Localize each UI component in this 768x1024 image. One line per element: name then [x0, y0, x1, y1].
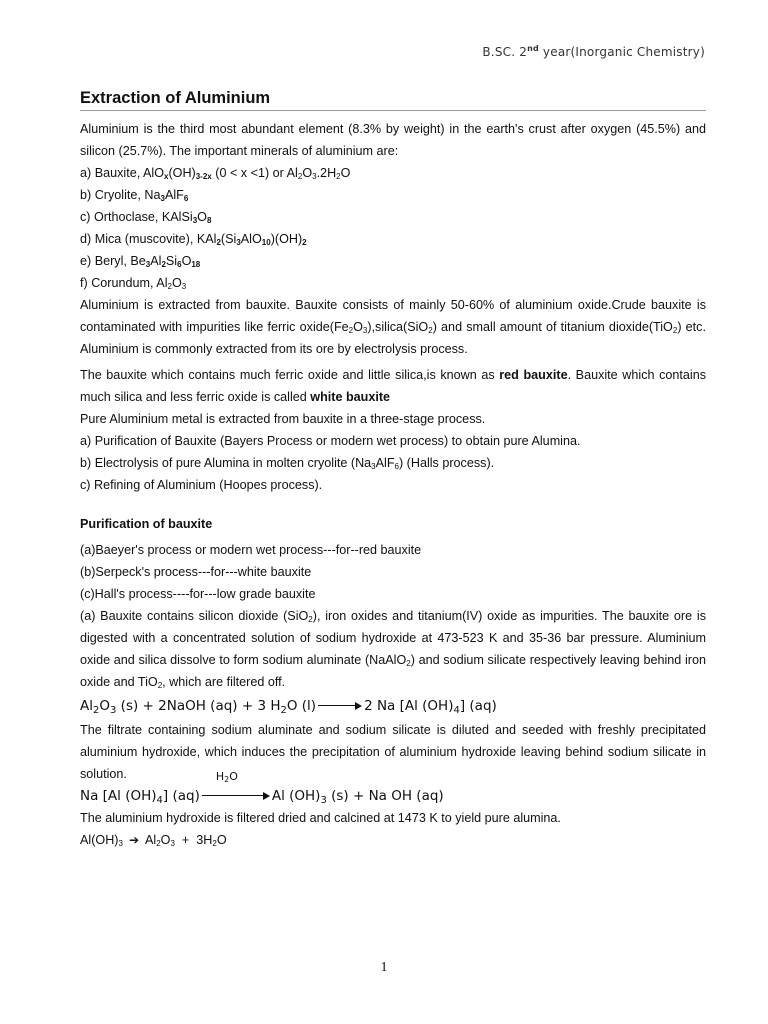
subscript: 2: [161, 260, 166, 269]
subscript: 3: [312, 172, 317, 181]
subscript: 3: [362, 326, 368, 335]
text: O: [302, 166, 313, 180]
text: .2H: [316, 166, 337, 180]
text: a) Bauxite, AlO: [80, 166, 164, 180]
subscript: x: [164, 172, 169, 181]
text: 2 Na [Al (OH): [364, 698, 454, 714]
stage-c: c) Refining of Aluminium (Hoopes process).: [80, 478, 323, 492]
equation-digestion: [80, 693, 706, 719]
subscript: 2: [428, 326, 433, 335]
text: e) Beryl, Be: [80, 254, 146, 268]
text: Al(OH): [80, 833, 119, 847]
reaction-arrow-icon: [318, 701, 362, 711]
subscript: 2: [302, 238, 307, 247]
subscript: 6: [177, 260, 182, 269]
text: b) Cryolite, Na: [80, 188, 161, 202]
subscript: 2: [336, 172, 341, 181]
subscript: 4: [453, 705, 460, 716]
text: Al: [150, 254, 162, 268]
text: ),silica(SiO: [367, 320, 429, 334]
text: O: [171, 276, 182, 290]
subscript: 2: [212, 839, 217, 848]
subscript: 2: [157, 681, 163, 690]
text: (s) + 2NaOH (aq) + 3 H: [116, 698, 281, 714]
intro-paragraph: Aluminium is the third most abundant element (8.3% by weight) in the earth's crust after oxygen (45.5%) and silicon (25.7%). The important minerals of aluminium are:: [80, 122, 706, 158]
stage-b: [80, 452, 706, 474]
text: O: [340, 166, 351, 180]
mineral-orthoclase: [80, 206, 706, 228]
text: ] (aq): [459, 698, 497, 714]
stages-intro: Pure Aluminium metal is extracted from bauxite in a three-stage process.: [80, 412, 486, 426]
subscript: 2: [156, 839, 161, 848]
section-heading: [80, 513, 706, 535]
text: b) Electrolysis of pure Alumina in molten cryolite (Na: [80, 456, 372, 470]
mineral-corundum: [80, 272, 706, 294]
subscript: 3: [145, 260, 151, 269]
mineral-bauxite: [80, 162, 706, 184]
reaction-arrow-with-label: [200, 770, 272, 807]
subscript: 3: [320, 795, 327, 806]
bauxite-paragraph: [80, 294, 706, 360]
text: Al: [145, 833, 157, 847]
subscript: 6: [394, 462, 399, 471]
subscript: 2: [216, 238, 221, 247]
section-heading-text: Purification of bauxite: [80, 517, 213, 531]
text: Na [Al (OH): [80, 788, 157, 804]
text: The bauxite which contains much ferric oxide and little silica,is known as: [80, 368, 500, 382]
text: O: [160, 833, 171, 847]
subscript: 6: [183, 194, 189, 203]
text: (a) Bauxite contains silicon dioxide (SiO: [80, 609, 309, 623]
text: + 3H: [174, 833, 213, 847]
text: Si: [165, 254, 178, 268]
mineral-cryolite: [80, 184, 706, 206]
text: ) and small amount of titanium dioxide(TiO: [432, 320, 673, 334]
text: H: [215, 770, 225, 783]
subscript: 3: [371, 462, 376, 471]
calcination-paragraph: The aluminium hydroxide is filtered dried and calcined at 1473 K to yield pure alumina.: [80, 811, 561, 825]
subscript: 2: [224, 775, 230, 784]
equation-precipitation: [80, 770, 706, 807]
subscript: 2: [308, 615, 313, 624]
heavy-arrow-icon: ➔: [128, 833, 139, 847]
subscript: 2: [672, 326, 678, 335]
spacer: [80, 496, 706, 513]
process-line-a: (a)Baeyer's process or modern wet process---for--red bauxite: [80, 543, 422, 557]
header-superscript: nd: [527, 44, 539, 53]
subscript: 3: [170, 839, 175, 848]
subscript: 3: [192, 216, 198, 225]
subscript: 2: [167, 282, 172, 291]
mineral-mica: [80, 228, 706, 250]
subscript: 2: [297, 172, 303, 181]
text: O: [229, 770, 238, 783]
text: O: [216, 833, 227, 847]
subscript: 3: [118, 839, 123, 848]
text: ) and sodium silicate respectively leaving behind iron oxide and TiO: [80, 653, 706, 689]
bauxite-types-paragraph: [80, 364, 706, 408]
text: ) (Halls process).: [398, 456, 495, 470]
subscript: 2: [93, 705, 100, 716]
text: (0 < x <1) or Al: [211, 166, 298, 180]
text: Al (OH): [271, 788, 321, 804]
text: O: [181, 254, 192, 268]
page-number: 1: [380, 960, 388, 975]
subscript: 2: [348, 326, 354, 335]
document-body: [80, 118, 706, 851]
text: f) Corundum, Al: [80, 276, 168, 290]
text: ) etc. Aluminium is commonly extracted from its ore by electrolysis process.: [80, 320, 706, 356]
text: (OH): [168, 166, 196, 180]
text: ] (aq): [162, 788, 200, 804]
digestion-paragraph: [80, 605, 706, 693]
precipitation-paragraph: The filtrate containing sodium aluminate and sodium silicate is diluted and seeded with freshly precipitated aluminium hydroxide, which induces the precipitation of aluminium hydroxide leaving behind sodium silicate in solution.: [80, 723, 706, 781]
text: )(OH): [270, 232, 303, 246]
text: Al: [80, 698, 93, 714]
red-bauxite-term: red bauxite: [499, 368, 568, 382]
subscript: 2: [280, 705, 287, 716]
running-header: [482, 44, 705, 59]
text: . Bauxite which contains much silica and less ferric oxide is called: [80, 368, 707, 404]
header-suffix: year(Inorganic Chemistry): [538, 45, 705, 59]
text: d) Mica (muscovite), KAl: [80, 232, 217, 246]
text: AlF: [164, 188, 184, 202]
text: O: [99, 698, 111, 714]
subscript: 2: [406, 659, 411, 668]
subscript: 3: [110, 705, 117, 716]
white-bauxite-term: white bauxite: [310, 390, 391, 404]
subscript: 18: [191, 260, 201, 269]
text: ), iron oxides and titanium(IV) oxide as impurities. The bauxite ore is digested with a concentrated solution of sodium hydroxide at 473-523 K and 35-36 bar pressure. Aluminium oxide and silica dissolve to form sodium aluminate (NaAlO: [80, 609, 706, 667]
text: AlF: [375, 456, 395, 470]
subscript: 10: [261, 238, 271, 247]
text: O (l): [286, 698, 317, 714]
stage-a: a) Purification of Bauxite (Bayers Process or modern wet process) to obtain pure Alumina.: [80, 434, 581, 448]
equation-calcination: [80, 829, 706, 851]
subscript: 3: [181, 282, 187, 291]
text: O: [353, 320, 363, 334]
text: (Si: [220, 232, 237, 246]
process-line-b: (b)Serpeck's process---for---white bauxite: [80, 565, 312, 579]
mineral-beryl: [80, 250, 706, 272]
subscript: 3: [236, 238, 241, 247]
text: (s) + Na OH (aq): [326, 788, 444, 804]
subscript: 4: [156, 795, 163, 806]
reaction-arrow-icon: [202, 791, 270, 801]
subscript: 8: [206, 216, 212, 225]
header-prefix: B.SC. 2: [482, 45, 528, 59]
text: c) Orthoclase, KAlSi: [80, 210, 193, 224]
page-title: Extraction of Aluminium: [80, 89, 706, 111]
subscript: 3: [160, 194, 165, 203]
process-line-c: (c)Hall's process----for---low grade bauxite: [80, 587, 316, 601]
text: O: [197, 210, 207, 224]
text: , which are filtered off.: [162, 675, 286, 689]
text: Aluminium is extracted from bauxite. Bauxite consists of mainly 50-60% of aluminium oxide.Crude bauxite is contaminated with impurities like ferric oxide(Fe: [80, 298, 706, 334]
text: AlO: [240, 232, 262, 246]
subscript: 3-2x: [195, 172, 212, 181]
arrow-label: [216, 771, 238, 783]
